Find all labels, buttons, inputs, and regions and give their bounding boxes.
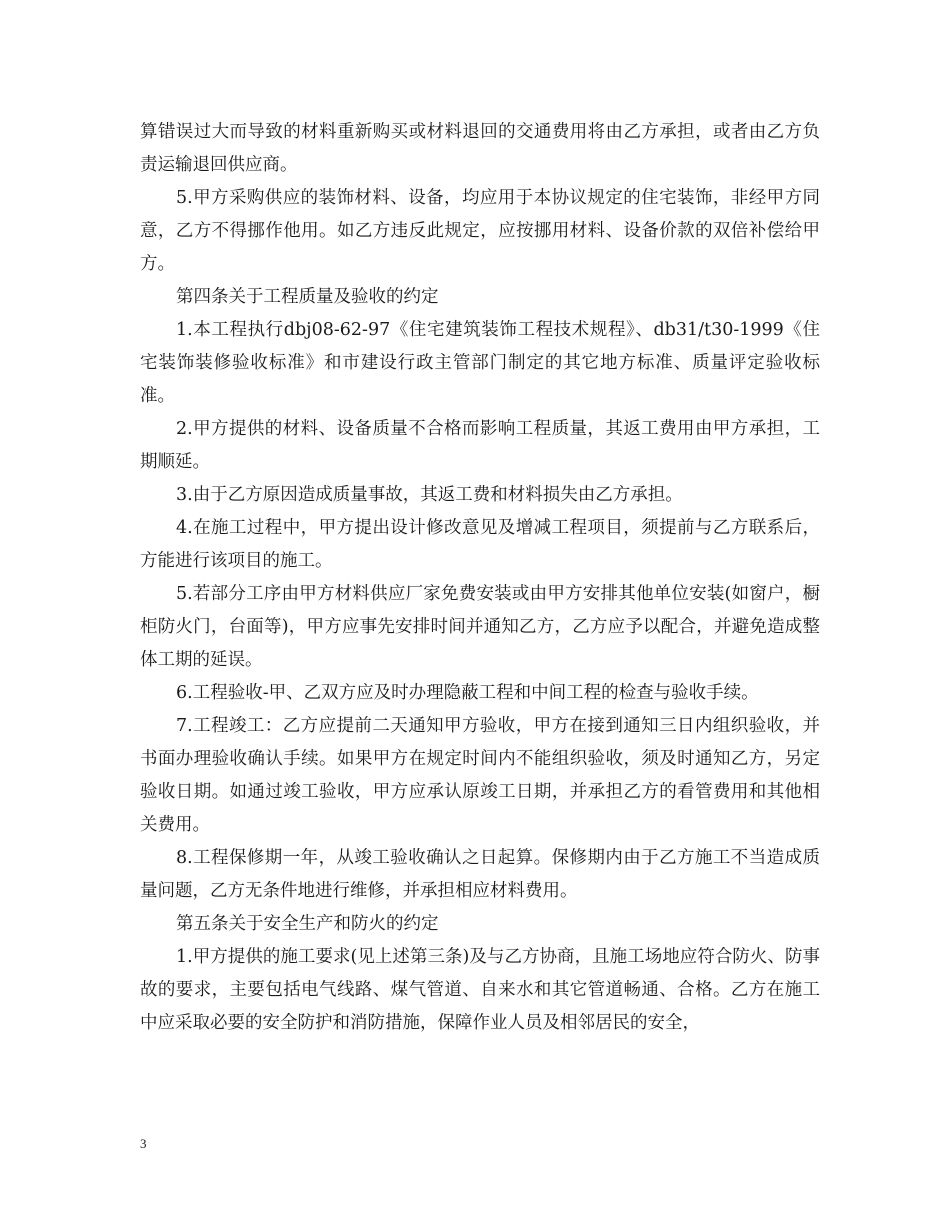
page-number: 3 [140, 1136, 147, 1151]
paragraph: 5.甲方采购供应的装饰材料、设备，均应用于本协议规定的住宅装饰，非经甲方同意，乙方不得挪作他用。如乙方违反此规定，应按挪用材料、设备价款的双倍补偿给甲方。 [140, 188, 820, 274]
paragraph: 2.甲方提供的材料、设备质量不合格而影响工程质量，其返工费用由甲方承担，工期顺延。 [140, 419, 820, 472]
document-body [140, 116, 820, 1040]
paragraph: 1.甲方提供的施工要求(见上述第三条)及与乙方协商，且施工场地应符合防火、防事故的要求，主要包括电气线路、煤气管道、自来水和其它管道畅通、合格。乙方在施工中应采取必要的安全防护和消防措施，保障作业人员及相邻居民的安全， [140, 947, 820, 1033]
section-heading: 第四条关于工程质量及验收的约定 [176, 287, 439, 307]
paragraph: 6.工程验收-甲、乙双方应及时办理隐蔽工程和中间工程的检查与验收手续。 [176, 683, 759, 703]
paragraph: 3.由于乙方原因造成质量事故，其返工费和材料损失由乙方承担。 [176, 485, 683, 505]
paragraph: 5.若部分工序由甲方材料供应厂家免费安装或由甲方安排其他单位安装(如窗户，橱柜防火门，台面等)，甲方应事先安排时间并通知乙方，乙方应予以配合，并避免造成整体工期的延误。 [140, 584, 820, 670]
section-heading: 第五条关于安全生产和防火的约定 [176, 914, 439, 934]
paragraph: 算错误过大而导致的材料重新购买或材料退回的交通费用将由乙方承担，或者由乙方负责运输退回供应商。 [140, 122, 820, 175]
paragraph: 7.工程竣工：乙方应提前二天通知甲方验收，甲方在接到通知三日内组织验收，并书面办理验收确认手续。如果甲方在规定时间内不能组织验收，须及时通知乙方，另定验收日期。如通过竣工验收，甲方应承认原竣工日期，并承担乙方的看管费用和其他相关费用。 [140, 716, 820, 835]
paragraph: 8.工程保修期一年，从竣工验收确认之日起算。保修期内由于乙方施工不当造成质量问题，乙方无条件地进行维修，并承担相应材料费用。 [140, 848, 820, 901]
paragraph: 4.在施工过程中，甲方提出设计修改意见及增减工程项目，须提前与乙方联系后，方能进行该项目的施工。 [140, 518, 820, 571]
paragraph: 1.本工程执行dbj08-62-97《住宅建筑装饰工程技术规程》、db31/t30-1999《住宅装饰装修验收标准》和市建设行政主管部门制定的其它地方标准、质量评定验收标准。 [140, 320, 820, 406]
